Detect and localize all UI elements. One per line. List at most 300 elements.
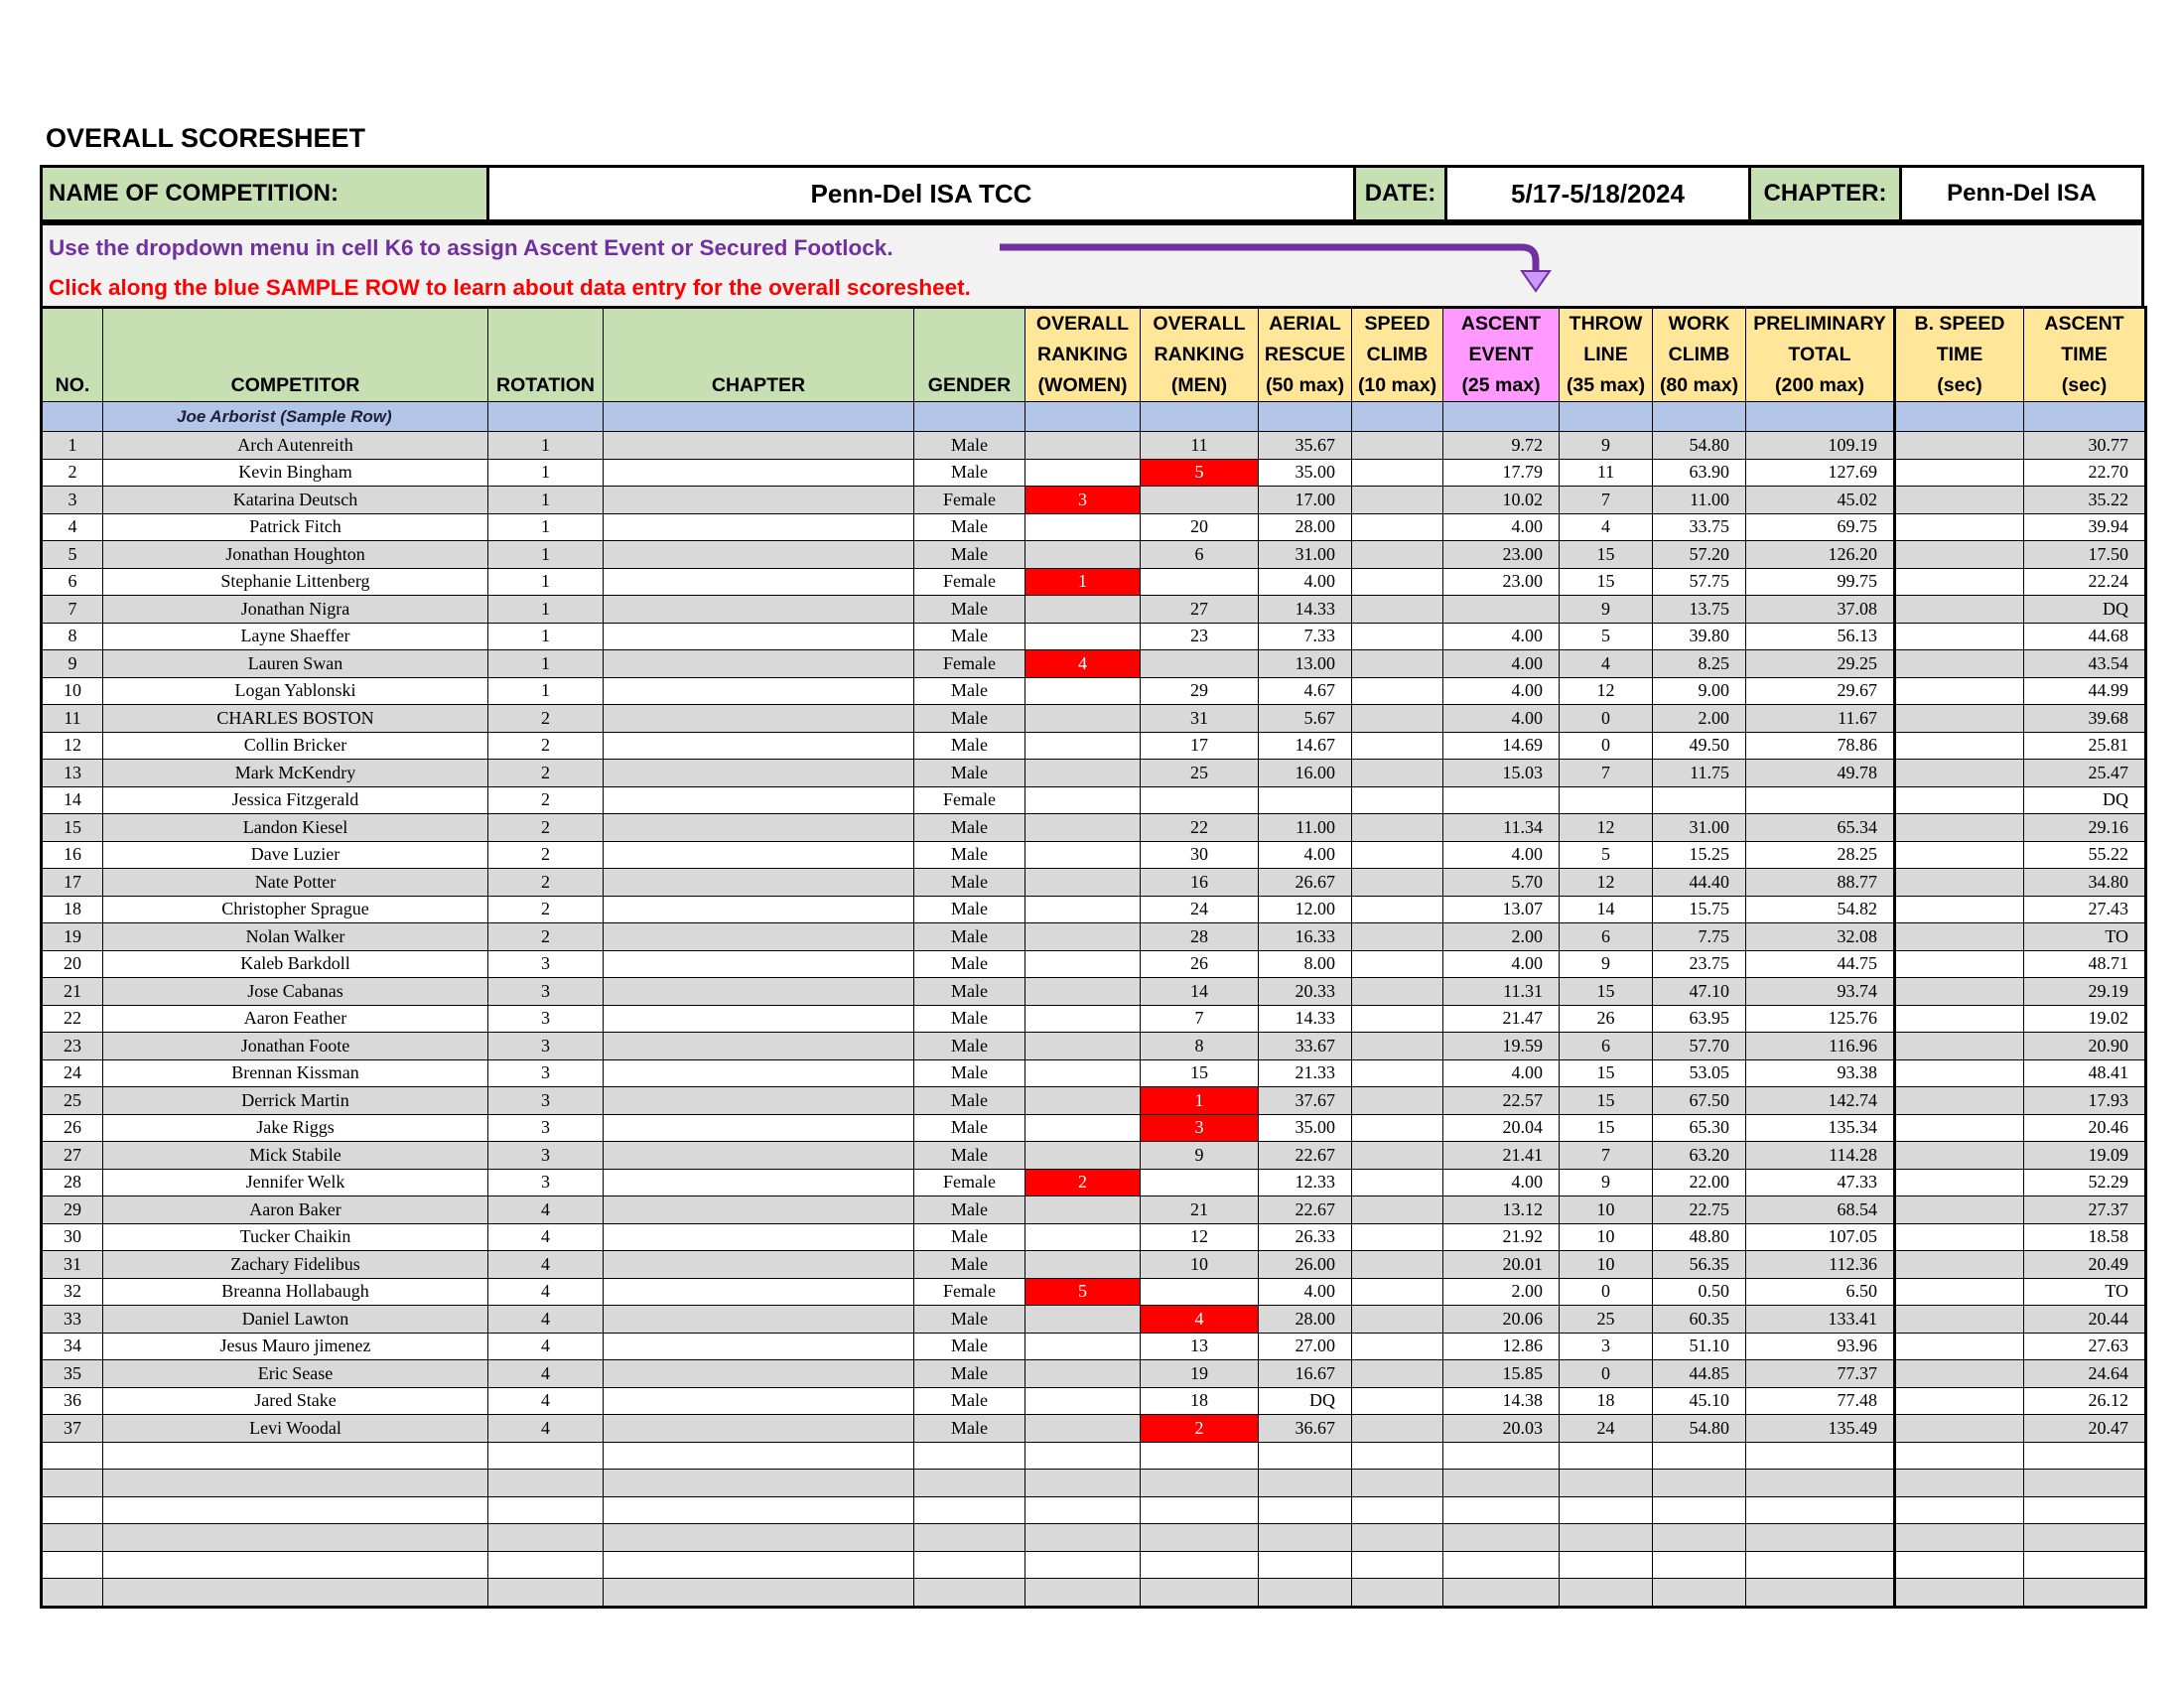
cell-gender[interactable]: Female: [914, 786, 1025, 814]
cell-throw-line[interactable]: [1560, 1442, 1653, 1470]
cell-ascent-event[interactable]: 21.92: [1443, 1223, 1560, 1251]
cell-rank-men[interactable]: 3: [1141, 1114, 1259, 1142]
cell-aerial-rescue[interactable]: 12.33: [1259, 1169, 1352, 1196]
cell-ascent-event[interactable]: 11.34: [1443, 814, 1560, 842]
cell-gender[interactable]: Male: [914, 1387, 1025, 1415]
cell-rotation[interactable]: 4: [488, 1278, 604, 1306]
cell-chapter[interactable]: [604, 459, 914, 487]
cell-preliminary-total[interactable]: 65.34: [1746, 814, 1895, 842]
cell-speed-climb[interactable]: [1352, 1033, 1443, 1060]
cell-rank-men[interactable]: [1141, 1551, 1259, 1579]
cell-rank-men[interactable]: [1141, 1496, 1259, 1524]
cell-b-speed-time[interactable]: [1895, 596, 2024, 624]
cell-rotation[interactable]: 2: [488, 732, 604, 760]
cell-ascent-event[interactable]: 15.85: [1443, 1360, 1560, 1388]
cell-speed-climb[interactable]: [1352, 1114, 1443, 1142]
cell-rotation[interactable]: 1: [488, 541, 604, 569]
cell-b-speed-time[interactable]: [1895, 760, 2024, 787]
cell-no[interactable]: 24: [42, 1059, 103, 1087]
table-row[interactable]: [42, 650, 2146, 678]
cell-rank-women[interactable]: [1025, 1059, 1141, 1087]
cell-no[interactable]: 34: [42, 1333, 103, 1360]
cell-work-climb[interactable]: 15.75: [1653, 896, 1746, 923]
cell-aerial-rescue[interactable]: 35.67: [1259, 432, 1352, 460]
cell-chapter[interactable]: [604, 1415, 914, 1443]
cell-rotation[interactable]: 3: [488, 1114, 604, 1142]
cell-gender[interactable]: Male: [914, 923, 1025, 951]
cell-ascent-event[interactable]: 20.04: [1443, 1114, 1560, 1142]
cell-throw-line[interactable]: 18: [1560, 1387, 1653, 1415]
cell-aerial-rescue[interactable]: 37.67: [1259, 1087, 1352, 1115]
cell-chapter[interactable]: [604, 623, 914, 650]
cell-rank-women[interactable]: [1025, 1442, 1141, 1470]
cell-competitor[interactable]: Jessica Fitzgerald: [103, 786, 488, 814]
cell-throw-line[interactable]: 10: [1560, 1223, 1653, 1251]
cell-preliminary-total[interactable]: [1746, 1496, 1895, 1524]
cell-throw-line[interactable]: 12: [1560, 677, 1653, 705]
cell-b-speed-time[interactable]: [1895, 1142, 2024, 1170]
cell-competitor[interactable]: Layne Shaeffer: [103, 623, 488, 650]
cell-preliminary-total[interactable]: 32.08: [1746, 923, 1895, 951]
cell-rank-men[interactable]: 16: [1141, 869, 1259, 897]
cell-chapter[interactable]: [604, 1251, 914, 1279]
cell-b-speed-time[interactable]: [1895, 1223, 2024, 1251]
cell-ascent-event[interactable]: [1443, 1442, 1560, 1470]
cell-ascent-event[interactable]: 4.00: [1443, 950, 1560, 978]
cell-gender[interactable]: Male: [914, 677, 1025, 705]
sample-row-label[interactable]: Joe Arborist (Sample Row): [103, 402, 488, 432]
cell-ascent-time[interactable]: 22.24: [2024, 568, 2146, 596]
cell-competitor[interactable]: Arch Autenreith: [103, 432, 488, 460]
cell-aerial-rescue[interactable]: 14.33: [1259, 1005, 1352, 1033]
cell-gender[interactable]: Male: [914, 1360, 1025, 1388]
cell-preliminary-total[interactable]: 109.19: [1746, 432, 1895, 460]
cell-rank-men[interactable]: 18: [1141, 1387, 1259, 1415]
cell-preliminary-total[interactable]: [1746, 1524, 1895, 1552]
cell-speed-climb[interactable]: [1352, 1524, 1443, 1552]
cell-b-speed-time[interactable]: [1895, 1470, 2024, 1497]
cell-ascent-time[interactable]: 43.54: [2024, 650, 2146, 678]
cell-rank-men[interactable]: 4: [1141, 1306, 1259, 1334]
cell-chapter[interactable]: [604, 1033, 914, 1060]
cell-rank-women[interactable]: [1025, 1333, 1141, 1360]
cell-ascent-time[interactable]: 20.47: [2024, 1415, 2146, 1443]
cell-ascent-time[interactable]: 20.46: [2024, 1114, 2146, 1142]
table-row[interactable]: [42, 677, 2146, 705]
cell-speed-climb[interactable]: [1352, 1196, 1443, 1224]
cell-ascent-time[interactable]: 39.68: [2024, 705, 2146, 733]
cell-speed-climb[interactable]: [1352, 1470, 1443, 1497]
cell-no[interactable]: 13: [42, 760, 103, 787]
table-row[interactable]: [42, 432, 2146, 460]
cell-rank-men[interactable]: [1141, 568, 1259, 596]
cell-b-speed-time[interactable]: [1895, 1551, 2024, 1579]
table-row[interactable]: [42, 487, 2146, 514]
cell-rotation[interactable]: 4: [488, 1223, 604, 1251]
cell-speed-climb[interactable]: [1352, 1169, 1443, 1196]
cell-b-speed-time[interactable]: [1895, 1251, 2024, 1279]
cell-rank-women[interactable]: 1: [1025, 568, 1141, 596]
cell-chapter[interactable]: [604, 596, 914, 624]
cell-b-speed-time[interactable]: [1895, 459, 2024, 487]
cell-rank-men[interactable]: 30: [1141, 841, 1259, 869]
cell-speed-climb[interactable]: [1352, 1387, 1443, 1415]
cell-b-speed-time[interactable]: [1895, 1059, 2024, 1087]
cell-competitor[interactable]: Jared Stake: [103, 1387, 488, 1415]
cell-speed-climb[interactable]: [1352, 487, 1443, 514]
cell-aerial-rescue[interactable]: 26.33: [1259, 1223, 1352, 1251]
cell-competitor[interactable]: Jonathan Houghton: [103, 541, 488, 569]
cell-ascent-event[interactable]: [1443, 1496, 1560, 1524]
cell-throw-line[interactable]: [1560, 1496, 1653, 1524]
cell-aerial-rescue[interactable]: 11.00: [1259, 814, 1352, 842]
cell-gender[interactable]: Male: [914, 896, 1025, 923]
cell-throw-line[interactable]: 6: [1560, 923, 1653, 951]
cell-speed-climb[interactable]: [1352, 950, 1443, 978]
cell-competitor[interactable]: Aaron Baker: [103, 1196, 488, 1224]
table-row[interactable]: [42, 596, 2146, 624]
cell-chapter[interactable]: [604, 432, 914, 460]
cell-no[interactable]: [42, 1524, 103, 1552]
table-row[interactable]: [42, 705, 2146, 733]
cell-chapter[interactable]: [604, 923, 914, 951]
cell-aerial-rescue[interactable]: 14.67: [1259, 732, 1352, 760]
cell-chapter[interactable]: [604, 1333, 914, 1360]
cell-competitor[interactable]: Lauren Swan: [103, 650, 488, 678]
empty-row[interactable]: [42, 1551, 2146, 1579]
cell-ascent-event[interactable]: 22.57: [1443, 1087, 1560, 1115]
cell-work-climb[interactable]: 7.75: [1653, 923, 1746, 951]
cell-b-speed-time[interactable]: [1895, 432, 2024, 460]
table-row[interactable]: [42, 814, 2146, 842]
cell-chapter[interactable]: [604, 732, 914, 760]
cell-competitor[interactable]: Mark McKendry: [103, 760, 488, 787]
cell-rank-women[interactable]: [1025, 1387, 1141, 1415]
cell-speed-climb[interactable]: [1352, 1333, 1443, 1360]
cell-preliminary-total[interactable]: 29.67: [1746, 677, 1895, 705]
cell-gender[interactable]: Male: [914, 732, 1025, 760]
cell-chapter[interactable]: [604, 541, 914, 569]
cell-throw-line[interactable]: 15: [1560, 978, 1653, 1006]
cell-preliminary-total[interactable]: 44.75: [1746, 950, 1895, 978]
cell-aerial-rescue[interactable]: 22.67: [1259, 1196, 1352, 1224]
cell-preliminary-total[interactable]: 47.33: [1746, 1169, 1895, 1196]
cell-b-speed-time[interactable]: [1895, 705, 2024, 733]
cell-rank-women[interactable]: [1025, 814, 1141, 842]
cell-rank-women[interactable]: [1025, 1496, 1141, 1524]
cell-preliminary-total[interactable]: 11.67: [1746, 705, 1895, 733]
table-row[interactable]: [42, 1142, 2146, 1170]
cell-ascent-event[interactable]: 15.03: [1443, 760, 1560, 787]
cell-aerial-rescue[interactable]: 27.00: [1259, 1333, 1352, 1360]
cell-work-climb[interactable]: [1653, 1524, 1746, 1552]
table-row[interactable]: [42, 1251, 2146, 1279]
cell-no[interactable]: 28: [42, 1169, 103, 1196]
cell-work-climb[interactable]: 15.25: [1653, 841, 1746, 869]
cell-ascent-event[interactable]: 23.00: [1443, 568, 1560, 596]
cell-rotation[interactable]: 3: [488, 978, 604, 1006]
cell-ascent-time[interactable]: 20.49: [2024, 1251, 2146, 1279]
cell-ascent-event[interactable]: 4.00: [1443, 841, 1560, 869]
cell-chapter[interactable]: [604, 1524, 914, 1552]
cell-rank-men[interactable]: 20: [1141, 513, 1259, 541]
cell-rotation[interactable]: 2: [488, 841, 604, 869]
cell-preliminary-total[interactable]: 6.50: [1746, 1278, 1895, 1306]
cell-rank-men[interactable]: 17: [1141, 732, 1259, 760]
cell-throw-line[interactable]: 26: [1560, 1005, 1653, 1033]
empty-row[interactable]: [42, 1524, 2146, 1552]
cell-ascent-time[interactable]: 19.02: [2024, 1005, 2146, 1033]
cell-rank-men[interactable]: [1141, 1470, 1259, 1497]
cell-work-climb[interactable]: 48.80: [1653, 1223, 1746, 1251]
cell-no[interactable]: 17: [42, 869, 103, 897]
cell-chapter[interactable]: [604, 677, 914, 705]
cell-chapter[interactable]: [604, 1087, 914, 1115]
cell-rotation[interactable]: 2: [488, 869, 604, 897]
cell-rank-men[interactable]: 13: [1141, 1333, 1259, 1360]
cell-rank-men[interactable]: 27: [1141, 596, 1259, 624]
cell-rank-men[interactable]: [1141, 1442, 1259, 1470]
cell-no[interactable]: 6: [42, 568, 103, 596]
cell-gender[interactable]: Female: [914, 650, 1025, 678]
cell-b-speed-time[interactable]: [1895, 896, 2024, 923]
cell-ascent-event[interactable]: 23.00: [1443, 541, 1560, 569]
cell-ascent-time[interactable]: 17.93: [2024, 1087, 2146, 1115]
cell-work-climb[interactable]: 13.75: [1653, 596, 1746, 624]
cell-rotation[interactable]: 2: [488, 814, 604, 842]
cell-no[interactable]: 10: [42, 677, 103, 705]
cell-competitor[interactable]: Daniel Lawton: [103, 1306, 488, 1334]
cell-rotation[interactable]: 4: [488, 1360, 604, 1388]
cell-throw-line[interactable]: 11: [1560, 459, 1653, 487]
cell-no[interactable]: 5: [42, 541, 103, 569]
cell-rank-women[interactable]: [1025, 513, 1141, 541]
cell-no[interactable]: [42, 1470, 103, 1497]
cell-gender[interactable]: Male: [914, 814, 1025, 842]
cell-no[interactable]: 9: [42, 650, 103, 678]
cell-ascent-event[interactable]: 17.79: [1443, 459, 1560, 487]
cell-ascent-time[interactable]: 27.37: [2024, 1196, 2146, 1224]
cell-rank-women[interactable]: [1025, 1551, 1141, 1579]
cell-gender[interactable]: Male: [914, 1114, 1025, 1142]
cell-ascent-event[interactable]: 2.00: [1443, 1278, 1560, 1306]
cell-gender[interactable]: Male: [914, 1196, 1025, 1224]
cell-work-climb[interactable]: 65.30: [1653, 1114, 1746, 1142]
cell-competitor[interactable]: [103, 1551, 488, 1579]
cell-throw-line[interactable]: 10: [1560, 1251, 1653, 1279]
cell-chapter[interactable]: [604, 1387, 914, 1415]
cell-ascent-time[interactable]: 24.64: [2024, 1360, 2146, 1388]
cell-gender[interactable]: [914, 1551, 1025, 1579]
cell-throw-line[interactable]: 6: [1560, 1033, 1653, 1060]
cell-speed-climb[interactable]: [1352, 513, 1443, 541]
cell-throw-line[interactable]: 15: [1560, 1059, 1653, 1087]
cell-gender[interactable]: Male: [914, 950, 1025, 978]
cell-aerial-rescue[interactable]: 20.33: [1259, 978, 1352, 1006]
cell-competitor[interactable]: Derrick Martin: [103, 1087, 488, 1115]
cell-b-speed-time[interactable]: [1895, 1579, 2024, 1608]
cell-rotation[interactable]: 3: [488, 1087, 604, 1115]
chapter-field[interactable]: Penn-Del ISA: [1947, 180, 2097, 207]
cell-no[interactable]: [42, 1496, 103, 1524]
cell-throw-line[interactable]: 7: [1560, 760, 1653, 787]
cell-speed-climb[interactable]: [1352, 841, 1443, 869]
cell-b-speed-time[interactable]: [1895, 1387, 2024, 1415]
cell-work-climb[interactable]: [1653, 786, 1746, 814]
cell-competitor[interactable]: Stephanie Littenberg: [103, 568, 488, 596]
cell-speed-climb[interactable]: [1352, 1551, 1443, 1579]
cell-work-climb[interactable]: 23.75: [1653, 950, 1746, 978]
table-row[interactable]: [42, 786, 2146, 814]
cell-competitor[interactable]: Katarina Deutsch: [103, 487, 488, 514]
cell-preliminary-total[interactable]: 69.75: [1746, 513, 1895, 541]
cell-preliminary-total[interactable]: 54.82: [1746, 896, 1895, 923]
cell-no[interactable]: 20: [42, 950, 103, 978]
cell-preliminary-total[interactable]: 142.74: [1746, 1087, 1895, 1115]
cell-competitor[interactable]: Tucker Chaikin: [103, 1223, 488, 1251]
cell-no[interactable]: 15: [42, 814, 103, 842]
cell-no[interactable]: 19: [42, 923, 103, 951]
cell-throw-line[interactable]: 0: [1560, 732, 1653, 760]
cell-rotation[interactable]: 1: [488, 677, 604, 705]
cell-ascent-time[interactable]: 25.47: [2024, 760, 2146, 787]
cell-speed-climb[interactable]: [1352, 923, 1443, 951]
cell-work-climb[interactable]: 33.75: [1653, 513, 1746, 541]
cell-work-climb[interactable]: [1653, 1470, 1746, 1497]
cell-work-climb[interactable]: [1653, 1579, 1746, 1608]
cell-ascent-time[interactable]: 44.99: [2024, 677, 2146, 705]
cell-b-speed-time[interactable]: [1895, 1114, 2024, 1142]
cell-b-speed-time[interactable]: [1895, 923, 2024, 951]
cell-throw-line[interactable]: 15: [1560, 1087, 1653, 1115]
cell-gender[interactable]: Male: [914, 1059, 1025, 1087]
cell-preliminary-total[interactable]: 56.13: [1746, 623, 1895, 650]
cell-rotation[interactable]: 4: [488, 1387, 604, 1415]
cell-aerial-rescue[interactable]: 35.00: [1259, 1114, 1352, 1142]
cell-rank-men[interactable]: 12: [1141, 1223, 1259, 1251]
cell-speed-climb[interactable]: [1352, 1306, 1443, 1334]
table-row[interactable]: [42, 1169, 2146, 1196]
cell-work-climb[interactable]: 53.05: [1653, 1059, 1746, 1087]
cell-rotation[interactable]: 1: [488, 487, 604, 514]
cell-rank-women[interactable]: [1025, 1142, 1141, 1170]
cell-preliminary-total[interactable]: 126.20: [1746, 541, 1895, 569]
cell-work-climb[interactable]: 22.75: [1653, 1196, 1746, 1224]
cell-preliminary-total[interactable]: [1746, 1470, 1895, 1497]
empty-row[interactable]: [42, 1442, 2146, 1470]
cell-preliminary-total[interactable]: 37.08: [1746, 596, 1895, 624]
cell-b-speed-time[interactable]: [1895, 1278, 2024, 1306]
cell-rank-men[interactable]: [1141, 786, 1259, 814]
cell-b-speed-time[interactable]: [1895, 1442, 2024, 1470]
table-row[interactable]: [42, 1360, 2146, 1388]
cell-b-speed-time[interactable]: [1895, 950, 2024, 978]
cell-ascent-event[interactable]: 4.00: [1443, 705, 1560, 733]
cell-preliminary-total[interactable]: 78.86: [1746, 732, 1895, 760]
cell-gender[interactable]: Male: [914, 869, 1025, 897]
cell-rotation[interactable]: 2: [488, 786, 604, 814]
cell-b-speed-time[interactable]: [1895, 814, 2024, 842]
cell-throw-line[interactable]: 12: [1560, 869, 1653, 897]
cell-speed-climb[interactable]: [1352, 786, 1443, 814]
cell-speed-climb[interactable]: [1352, 568, 1443, 596]
cell-rotation[interactable]: [488, 1579, 604, 1608]
cell-gender[interactable]: Female: [914, 487, 1025, 514]
cell-aerial-rescue[interactable]: [1259, 1442, 1352, 1470]
cell-no[interactable]: 33: [42, 1306, 103, 1334]
cell-work-climb[interactable]: 9.00: [1653, 677, 1746, 705]
cell-preliminary-total[interactable]: 133.41: [1746, 1306, 1895, 1334]
cell-work-climb[interactable]: 63.90: [1653, 459, 1746, 487]
table-row[interactable]: [42, 896, 2146, 923]
cell-ascent-time[interactable]: 17.50: [2024, 541, 2146, 569]
cell-rank-men[interactable]: 1: [1141, 1087, 1259, 1115]
cell-rotation[interactable]: [488, 1496, 604, 1524]
cell-rank-women[interactable]: [1025, 896, 1141, 923]
cell-work-climb[interactable]: 60.35: [1653, 1306, 1746, 1334]
cell-ascent-time[interactable]: TO: [2024, 1278, 2146, 1306]
cell-competitor[interactable]: Jesus Mauro jimenez: [103, 1333, 488, 1360]
cell-gender[interactable]: Male: [914, 1142, 1025, 1170]
cell-preliminary-total[interactable]: 127.69: [1746, 459, 1895, 487]
cell-speed-climb[interactable]: [1352, 1087, 1443, 1115]
cell-rank-women[interactable]: [1025, 677, 1141, 705]
cell-no[interactable]: 32: [42, 1278, 103, 1306]
cell-no[interactable]: 14: [42, 786, 103, 814]
cell-rotation[interactable]: 2: [488, 760, 604, 787]
table-row[interactable]: [42, 841, 2146, 869]
cell-competitor[interactable]: Jennifer Welk: [103, 1169, 488, 1196]
cell-speed-climb[interactable]: [1352, 1278, 1443, 1306]
cell-throw-line[interactable]: 10: [1560, 1196, 1653, 1224]
cell-rank-men[interactable]: [1141, 1579, 1259, 1608]
cell-speed-climb[interactable]: [1352, 814, 1443, 842]
cell-speed-climb[interactable]: [1352, 541, 1443, 569]
cell-no[interactable]: 2: [42, 459, 103, 487]
cell-ascent-event[interactable]: 4.00: [1443, 1059, 1560, 1087]
table-row[interactable]: [42, 1278, 2146, 1306]
cell-preliminary-total[interactable]: 114.28: [1746, 1142, 1895, 1170]
cell-work-climb[interactable]: [1653, 1496, 1746, 1524]
cell-b-speed-time[interactable]: [1895, 513, 2024, 541]
cell-rotation[interactable]: 4: [488, 1415, 604, 1443]
cell-preliminary-total[interactable]: 49.78: [1746, 760, 1895, 787]
cell-ascent-time[interactable]: [2024, 1551, 2146, 1579]
cell-speed-climb[interactable]: [1352, 623, 1443, 650]
cell-competitor[interactable]: Breanna Hollabaugh: [103, 1278, 488, 1306]
cell-rank-women[interactable]: 2: [1025, 1169, 1141, 1196]
empty-row[interactable]: [42, 1579, 2146, 1608]
cell-speed-climb[interactable]: [1352, 869, 1443, 897]
cell-chapter[interactable]: [604, 896, 914, 923]
col-ascent-event[interactable]: ASCENT EVENT (25 max): [1443, 308, 1560, 402]
cell-rotation[interactable]: 1: [488, 513, 604, 541]
cell-b-speed-time[interactable]: [1895, 732, 2024, 760]
cell-no[interactable]: 22: [42, 1005, 103, 1033]
cell-aerial-rescue[interactable]: 35.00: [1259, 459, 1352, 487]
cell-speed-climb[interactable]: [1352, 1251, 1443, 1279]
cell-work-climb[interactable]: [1653, 1551, 1746, 1579]
cell-preliminary-total[interactable]: 45.02: [1746, 487, 1895, 514]
cell-gender[interactable]: [914, 1442, 1025, 1470]
cell-chapter[interactable]: [604, 950, 914, 978]
cell-chapter[interactable]: [604, 814, 914, 842]
cell-b-speed-time[interactable]: [1895, 1524, 2024, 1552]
cell-b-speed-time[interactable]: [1895, 1169, 2024, 1196]
cell-chapter[interactable]: [604, 978, 914, 1006]
cell-preliminary-total[interactable]: [1746, 786, 1895, 814]
cell-rank-women[interactable]: [1025, 841, 1141, 869]
